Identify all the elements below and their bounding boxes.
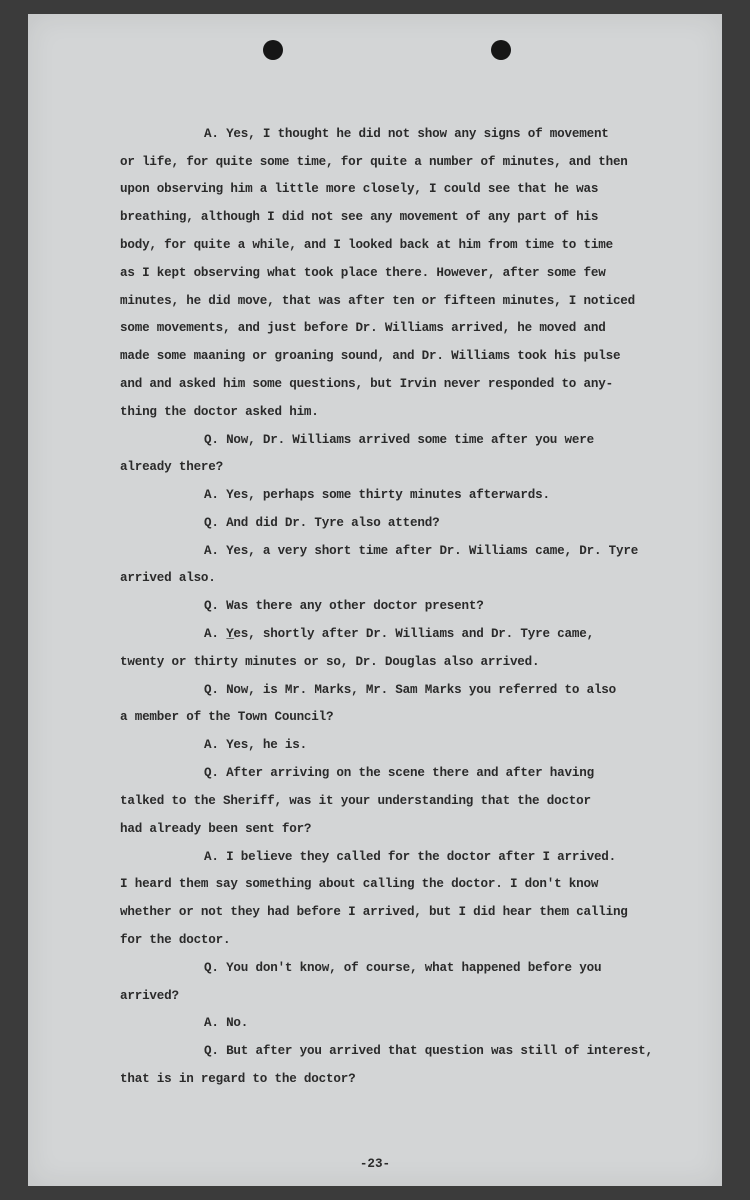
text-line: Q. Now, Dr. Williams arrived some time after you were <box>204 433 594 447</box>
text-line: Q. But after you arrived that question was still of interest, <box>204 1044 653 1058</box>
text-line: had already been sent for? <box>120 822 312 836</box>
text-line: thing the doctor asked him. <box>120 405 319 419</box>
page-number: -23- <box>359 1157 391 1171</box>
text-line: already there? <box>120 460 224 474</box>
text-line: arrived? <box>120 989 179 1003</box>
text-line: A. Yes, I thought he did not show any signs of movement <box>204 127 609 141</box>
text-line: Q. Was there any other doctor present? <box>204 599 484 613</box>
text-line: I heard them say something about calling the doctor. I don't know <box>120 877 599 891</box>
text-line: Q. After arriving on the scene there and after having <box>204 766 594 780</box>
text-line: that is in regard to the doctor? <box>120 1072 356 1086</box>
text-line: made some maaning or groaning sound, and Dr. Williams took his pulse <box>120 349 621 363</box>
text-line: body, for quite a while, and I looked back at him from time to time <box>120 238 613 252</box>
text-line: some movements, and just before Dr. Williams arrived, he moved and <box>120 321 606 335</box>
text-line: A. Yes, he is. <box>204 738 308 752</box>
text-line: breathing, although I did not see any movement of any part of his <box>120 210 599 224</box>
document-page <box>28 14 722 1186</box>
text-line: A. No. <box>204 1016 249 1030</box>
text-line: a member of the Town Council? <box>120 710 334 724</box>
text-line: or life, for quite some time, for quite a number of minutes, and then <box>120 155 628 169</box>
text-line: minutes, he did move, that was after ten or fifteen minutes, I noticed <box>120 294 636 308</box>
text-line: Q. And did Dr. Tyre also attend? <box>204 516 440 530</box>
text-line: arrived also. <box>120 571 216 585</box>
text-line: talked to the Sheriff, was it your understanding that the doctor <box>120 794 591 808</box>
text-line: A. Y̲es, shortly after Dr. Williams and Dr. Tyre came, <box>204 627 594 641</box>
text-line: A. Yes, perhaps some thirty minutes afterwards. <box>204 488 550 502</box>
text-line: Q. Now, is Mr. Marks, Mr. Sam Marks you referred to also <box>204 683 617 697</box>
text-line: Q. You don't know, of course, what happened before you <box>204 961 602 975</box>
text-line: as I kept observing what took place there. However, after some few <box>120 266 606 280</box>
text-line: for the doctor. <box>120 933 231 947</box>
transcript-body <box>28 14 722 1186</box>
text-line: and and asked him some questions, but Irvin never responded to any- <box>120 377 613 391</box>
text-line: A. I believe they called for the doctor after I arrived. <box>204 850 617 864</box>
text-line: whether or not they had before I arrived, but I did hear them calling <box>120 905 628 919</box>
text-line: A. Yes, a very short time after Dr. Williams came, Dr. Tyre <box>204 544 639 558</box>
text-line: twenty or thirty minutes or so, Dr. Douglas also arrived. <box>120 655 540 669</box>
text-line: upon observing him a little more closely, I could see that he was <box>120 182 599 196</box>
